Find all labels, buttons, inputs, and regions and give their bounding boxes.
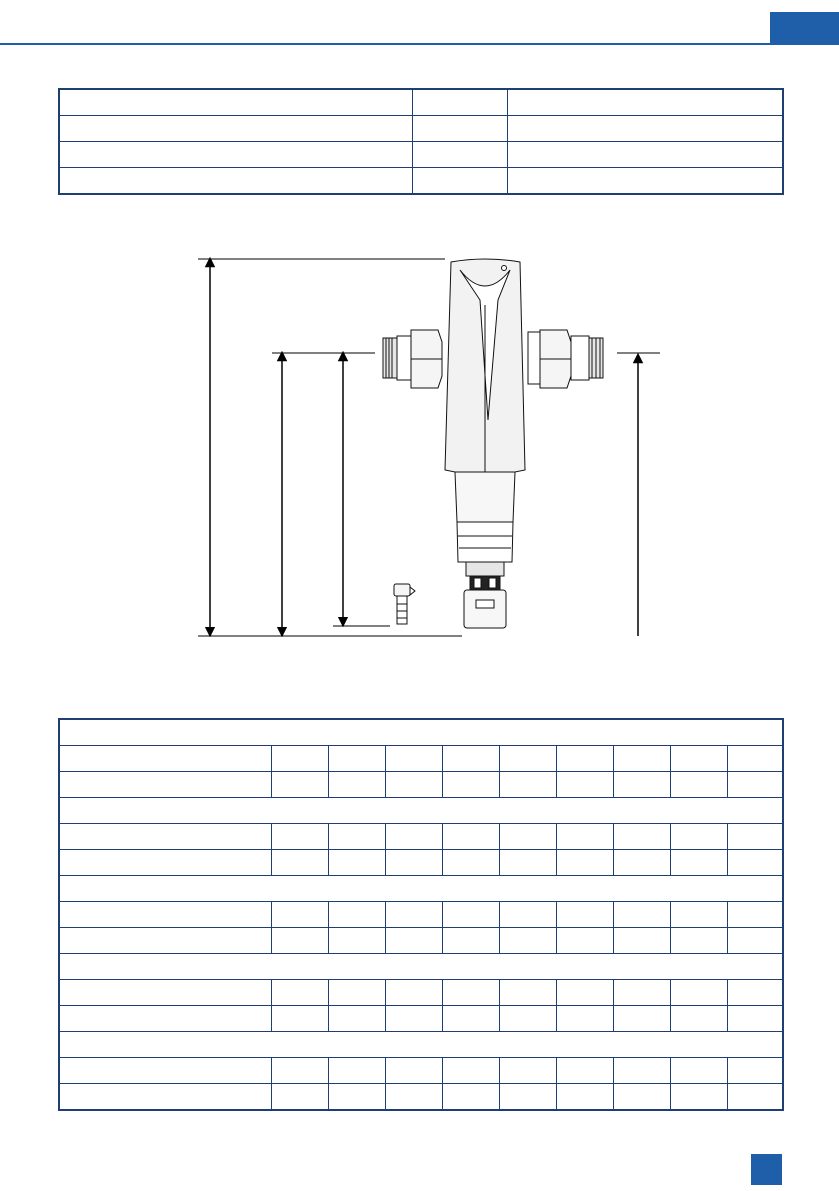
table-row	[59, 168, 783, 195]
table-group-header-row	[59, 719, 783, 746]
table-row	[59, 824, 783, 850]
table-cell	[727, 1058, 783, 1084]
table-cell	[59, 746, 271, 772]
table-cell	[442, 1006, 499, 1032]
table-cell	[328, 746, 385, 772]
table-cell	[727, 824, 783, 850]
table-cell	[59, 142, 412, 168]
table-cell	[670, 824, 727, 850]
table-cell	[328, 824, 385, 850]
table-cell	[59, 902, 271, 928]
table-group-header-row	[59, 954, 783, 980]
table-cell	[271, 980, 328, 1006]
table-cell	[271, 1006, 328, 1032]
table-row	[59, 89, 783, 116]
table-cell	[442, 928, 499, 954]
table-row	[59, 1084, 783, 1111]
table-row	[59, 928, 783, 954]
table-cell	[556, 824, 613, 850]
table-cell	[328, 1006, 385, 1032]
table-cell	[385, 980, 442, 1006]
table-cell	[59, 116, 412, 142]
table-group-header	[59, 1032, 783, 1058]
table-cell	[385, 902, 442, 928]
table-cell	[727, 772, 783, 798]
table-cell	[670, 928, 727, 954]
table-cell	[670, 1006, 727, 1032]
table-row	[59, 902, 783, 928]
table-cell	[385, 1058, 442, 1084]
table-group-header	[59, 719, 783, 746]
table-cell	[556, 980, 613, 1006]
table-cell	[499, 824, 556, 850]
table-cell	[385, 824, 442, 850]
table-cell	[670, 980, 727, 1006]
table-cell	[727, 1084, 783, 1111]
table-cell	[556, 902, 613, 928]
table-cell	[59, 772, 271, 798]
table-cell	[328, 1058, 385, 1084]
table-cell	[271, 928, 328, 954]
table-cell	[507, 116, 783, 142]
table-cell	[727, 1006, 783, 1032]
table-row	[59, 980, 783, 1006]
table-cell	[271, 850, 328, 876]
table-cell	[670, 746, 727, 772]
table-cell	[613, 824, 670, 850]
table-cell	[412, 116, 507, 142]
table-cell	[328, 850, 385, 876]
table-cell	[507, 168, 783, 195]
section-tab	[770, 12, 839, 45]
table-cell	[556, 850, 613, 876]
table-cell	[442, 1058, 499, 1084]
table-cell	[499, 772, 556, 798]
table-cell	[499, 1084, 556, 1111]
table-cell	[328, 1084, 385, 1111]
table-cell	[670, 1084, 727, 1111]
spec-table	[58, 88, 784, 195]
table-cell	[59, 1006, 271, 1032]
table-cell	[499, 1058, 556, 1084]
table-cell	[670, 902, 727, 928]
table-row	[59, 1058, 783, 1084]
table-cell	[727, 902, 783, 928]
table-group-header	[59, 876, 783, 902]
table-cell	[271, 1084, 328, 1111]
table-cell	[727, 850, 783, 876]
table-cell	[385, 746, 442, 772]
table-cell	[499, 850, 556, 876]
page-number-badge	[751, 1154, 782, 1185]
table-cell	[328, 772, 385, 798]
table-cell	[442, 772, 499, 798]
table-cell	[271, 1058, 328, 1084]
table-cell	[507, 142, 783, 168]
table-cell	[613, 746, 670, 772]
table-cell	[442, 850, 499, 876]
table-cell	[727, 980, 783, 1006]
table-cell	[670, 850, 727, 876]
table-cell	[613, 902, 670, 928]
header-rule	[0, 43, 839, 45]
table-group-header-row	[59, 798, 783, 824]
table-cell	[556, 746, 613, 772]
table-cell	[271, 772, 328, 798]
table-cell	[412, 142, 507, 168]
table-row	[59, 142, 783, 168]
table-row	[59, 850, 783, 876]
table-group-header	[59, 954, 783, 980]
table-cell	[59, 1084, 271, 1111]
table-cell	[412, 168, 507, 195]
table-cell	[556, 1084, 613, 1111]
table-cell	[385, 850, 442, 876]
table-cell	[556, 928, 613, 954]
table-cell	[613, 1084, 670, 1111]
table-cell	[613, 772, 670, 798]
table-cell	[613, 1006, 670, 1032]
table-group-header-row	[59, 1032, 783, 1058]
table-cell	[556, 1006, 613, 1032]
table-cell	[59, 168, 412, 195]
table-cell	[727, 928, 783, 954]
table-cell	[385, 1084, 442, 1111]
table-row	[59, 116, 783, 142]
table-cell	[442, 1084, 499, 1111]
dimensions-table	[58, 718, 784, 1111]
table-cell	[59, 850, 271, 876]
table-row	[59, 772, 783, 798]
table-cell	[385, 772, 442, 798]
table-cell	[442, 902, 499, 928]
table-row	[59, 746, 783, 772]
table-cell	[670, 772, 727, 798]
table-cell	[613, 850, 670, 876]
table-cell	[385, 1006, 442, 1032]
filter-dimension-drawing	[190, 250, 670, 650]
table-cell	[271, 902, 328, 928]
table-cell	[59, 980, 271, 1006]
table-cell	[59, 928, 271, 954]
table-cell	[727, 746, 783, 772]
table-cell	[59, 824, 271, 850]
table-cell	[385, 928, 442, 954]
table-group-header	[59, 798, 783, 824]
table-cell	[442, 824, 499, 850]
table-cell	[556, 1058, 613, 1084]
table-cell	[670, 1058, 727, 1084]
table-cell	[556, 772, 613, 798]
table-cell	[271, 824, 328, 850]
table-cell	[499, 980, 556, 1006]
table-cell	[328, 980, 385, 1006]
table-cell	[499, 928, 556, 954]
table-cell	[328, 902, 385, 928]
table-cell	[507, 89, 783, 116]
table-group-header-row	[59, 876, 783, 902]
table-cell	[499, 902, 556, 928]
table-cell	[59, 1058, 271, 1084]
table-cell	[412, 89, 507, 116]
table-cell	[499, 746, 556, 772]
table-cell	[442, 746, 499, 772]
table-row	[59, 1006, 783, 1032]
table-cell	[328, 928, 385, 954]
table-cell	[499, 1006, 556, 1032]
table-cell	[59, 89, 412, 116]
table-cell	[271, 746, 328, 772]
table-cell	[442, 980, 499, 1006]
table-cell	[613, 1058, 670, 1084]
table-cell	[613, 928, 670, 954]
table-cell	[613, 980, 670, 1006]
